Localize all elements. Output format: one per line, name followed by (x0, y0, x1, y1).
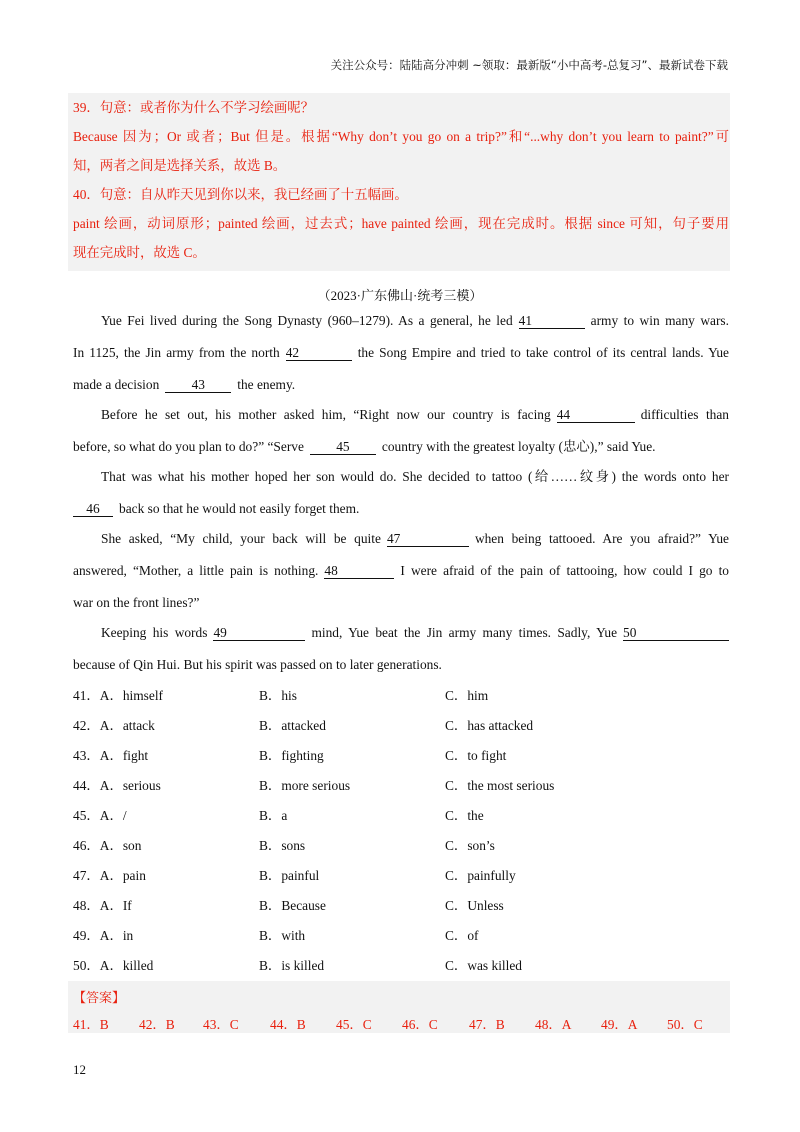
passage-text: before, so what do you plan to do?” “Serve (73, 439, 304, 454)
blank-43: 43 (165, 377, 231, 393)
blank-42: 42 (286, 345, 352, 361)
passage-text: Yue Fei lived during the Song Dynasty (960–1279). As a general, he led (101, 313, 513, 328)
option-b: B．attacked (259, 718, 326, 733)
passage-text: the enemy. (237, 377, 296, 392)
explanation-line: paint 绘画，动词原形；painted 绘画，过去式；have painted 绘画，现在完成时。根据 since 可知，句子要用 (73, 216, 729, 231)
passage-line (73, 587, 729, 619)
option-a: 43．A．fight (73, 748, 149, 763)
passage-text: because of Qin Hui. But his spirit was passed on to later generations. (73, 657, 442, 672)
passage-text: That was what his mother hoped her son would do. She decided to tattoo (给……纹身) the words onto her (101, 469, 729, 484)
page-header: 关注公众号：陆陆高分冲刺 ~领取：最新版“小中高考-总复习”、最新试卷下载 (330, 58, 728, 72)
option-c: C．the most serious (445, 778, 555, 793)
question-source: （2023·广东佛山·统考三模） (317, 288, 483, 303)
answer-item: 43．C (203, 1017, 239, 1032)
passage-text: country with the greatest loyalty (忠心),” said Yue. (381, 439, 656, 454)
answer-item: 44．B (270, 1017, 306, 1032)
passage-line (73, 431, 729, 463)
passage-text: back so that he would not easily forget them. (119, 501, 360, 516)
explanation-text (73, 93, 729, 267)
option-c: C．the (445, 808, 484, 823)
option-a: 49．A．in (73, 928, 134, 943)
explanation-line: 40．句意：自从昨天见到你以来，我已经画了十五幅画。 (73, 187, 408, 202)
explanation-line: 39．句意：或者你为什么不学习绘画呢？ (73, 100, 315, 115)
passage-text: difficulties than (640, 407, 729, 422)
explanation-line: 知，两者之间是选择关系，故选 B。 (73, 158, 287, 173)
option-a: 41．A．himself (73, 688, 164, 703)
option-c: C．of (445, 928, 479, 943)
option-c: C．him (445, 688, 489, 703)
answer-item: 47．B (469, 1017, 505, 1032)
passage-text: made a decision (73, 377, 160, 392)
passage-text: war on the front lines?” (73, 595, 200, 610)
passage-text: when being tattooed. Are you afraid?” Yue (474, 531, 729, 546)
passage-text: mind, Yue beat the Jin army many times. Sadly, Yue (311, 625, 618, 640)
option-b: B．painful (259, 868, 320, 883)
answer-item: 50．C (667, 1017, 703, 1032)
passage-line (73, 523, 729, 555)
passage-text: I were afraid of the pain of tattooing, how could I go to (400, 563, 729, 578)
answer-list (73, 1014, 703, 1033)
blank-46: 46 (73, 501, 113, 517)
blank-47: 47 (387, 531, 469, 547)
blank-50: 50 (623, 625, 729, 641)
answer-item: 49．A (601, 1017, 638, 1032)
answer-item: 42．B (139, 1017, 175, 1032)
option-b: B．more serious (259, 778, 351, 793)
explanation-line: Because 因为；Or 或者；But 但是。根据“Why don’t you go on a trip?”和“...why don’t you learn to paint?”可 (73, 129, 729, 144)
passage-line (73, 399, 729, 431)
option-a: 48．A．If (73, 898, 132, 913)
option-b: B．with (259, 928, 306, 943)
passage-line (73, 369, 729, 401)
answer-item: 48．A (535, 1017, 572, 1032)
option-b: B．fighting (259, 748, 324, 763)
page-number: 12 (73, 1062, 86, 1077)
blank-41: 41 (519, 313, 585, 329)
passage (73, 305, 729, 681)
option-c: C．to fight (445, 748, 507, 763)
blank-48: 48 (324, 563, 394, 579)
passage-line (73, 617, 729, 649)
blank-49: 49 (213, 625, 305, 641)
blank-45: 45 (310, 439, 376, 455)
answer-item: 41．B (73, 1017, 109, 1032)
option-b: B．a (259, 808, 288, 823)
option-c: C．painfully (445, 868, 516, 883)
option-a: 50．A．killed (73, 958, 154, 973)
option-b: B．his (259, 688, 297, 703)
passage-line (73, 555, 729, 587)
answer-item: 45．C (336, 1017, 372, 1032)
passage-text: She asked, “My child, your back will be quite (101, 531, 381, 546)
option-b: B．Because (259, 898, 326, 913)
explanation-line: 现在完成时，故选 C。 (73, 245, 206, 260)
passage-text: the Song Empire and tried to take control of its central lands. Yue (357, 345, 730, 360)
passage-line (73, 493, 729, 525)
passage-text: Keeping his words (101, 625, 208, 640)
answer-item: 46．C (402, 1017, 438, 1032)
option-a: 47．A．pain (73, 868, 146, 883)
passage-text: In 1125, the Jin army from the north (73, 345, 280, 360)
passage-text: Before he set out, his mother asked him, “Right now our country is facing (101, 407, 551, 422)
option-c: C．was killed (445, 958, 522, 973)
option-a: 46．A．son (73, 838, 142, 853)
option-b: B．is killed (259, 958, 325, 973)
passage-text: answered, “Mother, a little pain is nothing. (73, 563, 319, 578)
option-a: 44．A．serious (73, 778, 161, 793)
option-a: 45．A．/ (73, 808, 127, 823)
passage-line (73, 305, 729, 337)
option-c: C．son’s (445, 838, 495, 853)
option-a: 42．A．attack (73, 718, 155, 733)
passage-line (73, 337, 729, 369)
answer-title: 【答案】 (73, 991, 126, 1006)
option-c: C．has attacked (445, 718, 534, 733)
passage-line (73, 649, 729, 681)
option-c: C．Unless (445, 898, 504, 913)
blank-44: 44 (557, 407, 635, 423)
passage-text: army to win many wars. (590, 313, 729, 328)
option-b: B．sons (259, 838, 306, 853)
passage-line (73, 461, 729, 493)
